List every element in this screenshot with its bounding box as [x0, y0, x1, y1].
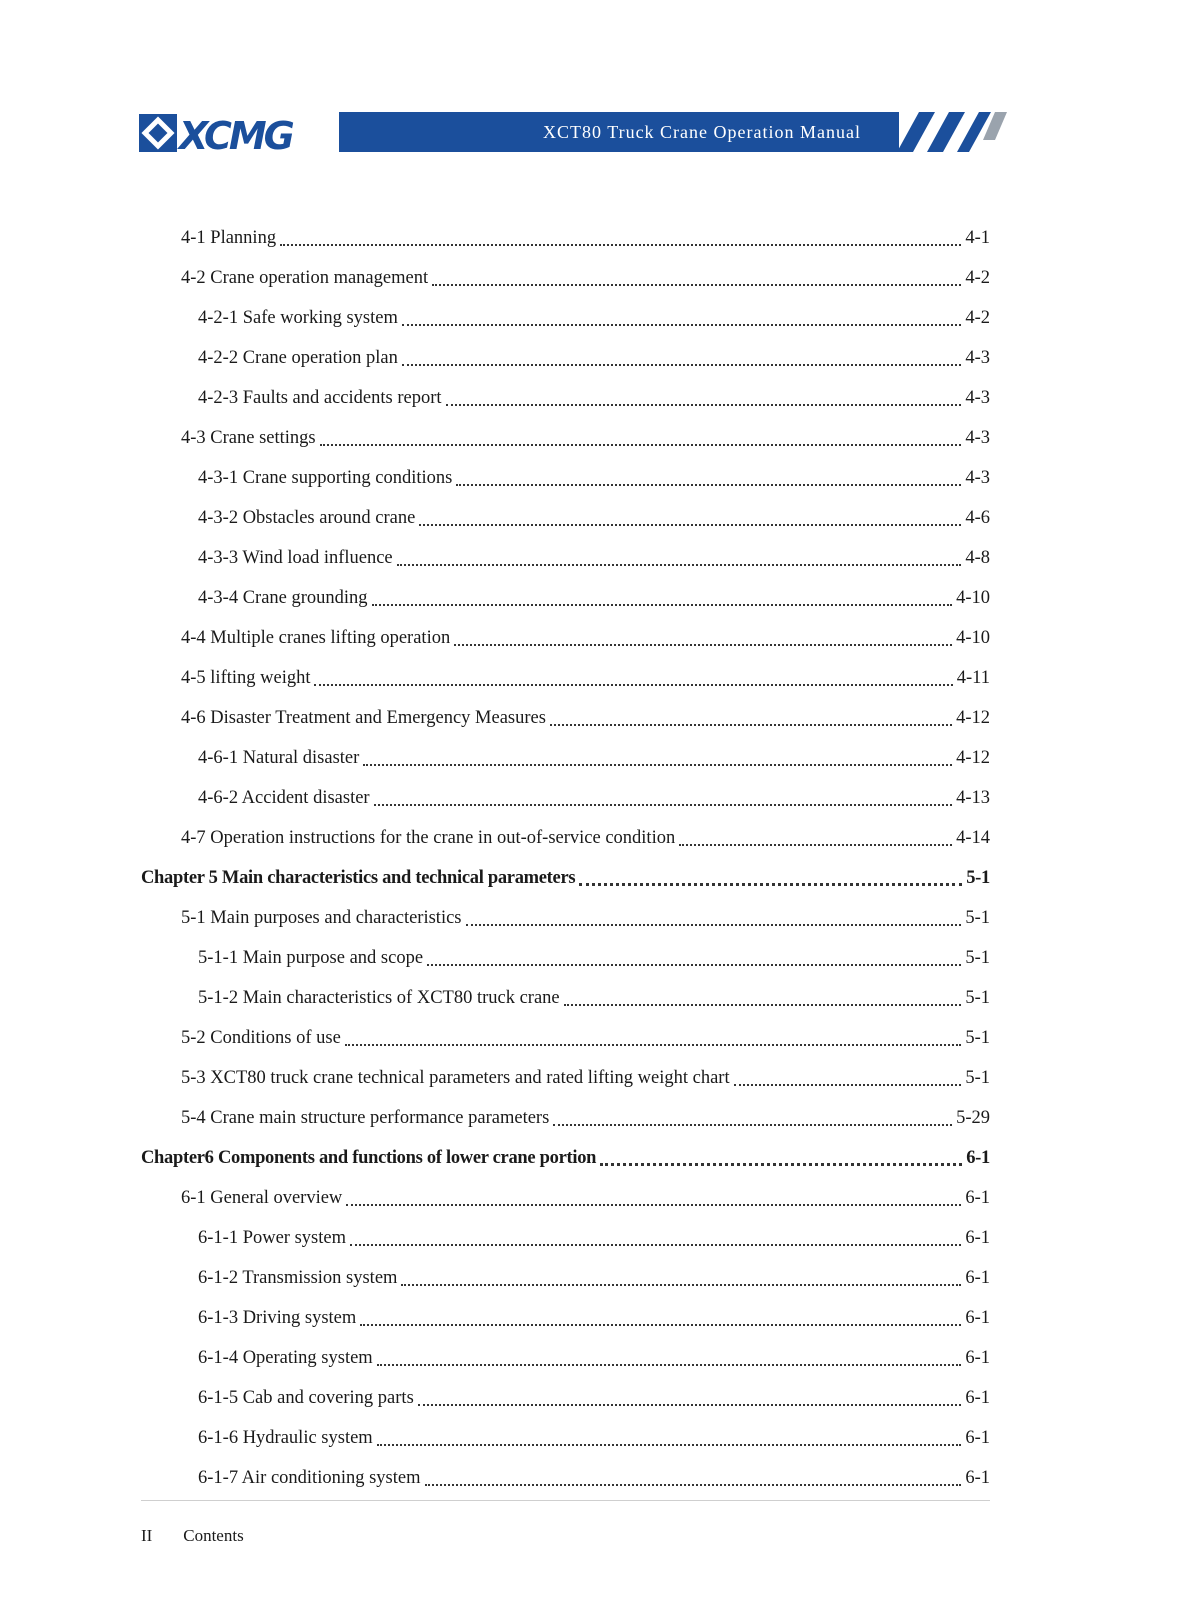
toc-entry-page: 5-29	[956, 1107, 990, 1128]
toc-entry-page: 6-1	[965, 1387, 990, 1408]
toc-dot-leader	[314, 683, 952, 686]
toc-entry-page: 4-8	[965, 547, 990, 568]
toc-entry[interactable]	[141, 538, 990, 578]
toc-entry-page: 6-1	[965, 1227, 990, 1248]
toc-dot-leader	[456, 483, 961, 486]
toc-entry-title: 5-2 Conditions of use	[181, 1027, 341, 1048]
toc-chapter-entry[interactable]	[141, 858, 990, 898]
toc-entry-title: 4-3-4 Crane grounding	[198, 587, 368, 608]
toc-dot-leader	[402, 363, 961, 366]
toc-entry-page: 6-1	[965, 1187, 990, 1208]
toc-entry-page: 6-1	[965, 1427, 990, 1448]
toc-entry-title: 6-1-2 Transmission system	[198, 1267, 398, 1288]
toc-entry[interactable]	[141, 298, 990, 338]
toc-entry-title: 4-6-2 Accident disaster	[198, 787, 370, 808]
toc-dot-leader	[553, 1123, 952, 1126]
toc-entry-page: 4-1	[965, 227, 990, 248]
toc-entry[interactable]	[141, 1258, 990, 1298]
toc-entry-page: 6-1	[965, 1467, 990, 1488]
toc-entry-title: 4-1 Planning	[181, 227, 277, 248]
toc-entry-title: Chapter 5 Main characteristics and technical parameters	[141, 867, 576, 888]
toc-entry-title: 4-4 Multiple cranes lifting operation	[181, 627, 451, 648]
toc-entry-page: 4-12	[956, 747, 990, 768]
toc-entry[interactable]	[141, 418, 990, 458]
toc-entry[interactable]	[141, 1058, 990, 1098]
toc-entry-title: 4-2-1 Safe working system	[198, 307, 398, 328]
toc-entry-page: 5-1	[965, 907, 990, 928]
toc-entry-title: 6-1-4 Operating system	[198, 1347, 373, 1368]
toc-dot-leader	[346, 1203, 961, 1206]
toc-entry[interactable]	[141, 458, 990, 498]
toc-entry[interactable]	[141, 498, 990, 538]
toc-dot-leader	[402, 323, 961, 326]
toc-entry[interactable]	[141, 618, 990, 658]
page-footer	[141, 1526, 244, 1546]
page-number: II	[141, 1526, 153, 1545]
toc-entry[interactable]	[141, 658, 990, 698]
toc-entry-title: 4-3 Crane settings	[181, 427, 316, 448]
header-banner	[339, 112, 899, 152]
toc-dot-leader	[679, 843, 952, 846]
toc-entry[interactable]	[141, 818, 990, 858]
toc-entry-page: 4-6	[965, 507, 990, 528]
toc-dot-leader	[466, 923, 962, 926]
toc-entry[interactable]	[141, 338, 990, 378]
toc-dot-leader	[280, 243, 961, 246]
toc-entry-title: 5-4 Crane main structure performance parameters	[181, 1107, 550, 1128]
toc-entry[interactable]	[141, 1098, 990, 1138]
page-header	[139, 112, 1009, 154]
toc-entry[interactable]	[141, 738, 990, 778]
toc-entry-page: 4-2	[965, 267, 990, 288]
toc-dot-leader	[363, 763, 952, 766]
toc-entry-page: 4-10	[956, 627, 990, 648]
footer-section: Contents	[183, 1526, 244, 1545]
xcmg-logo	[139, 112, 325, 154]
toc-dot-leader	[401, 1283, 961, 1286]
toc-entry-title: 4-2 Crane operation management	[181, 267, 429, 288]
toc-entry-title: 5-1-2 Main characteristics of XCT80 truck crane	[198, 987, 560, 1008]
toc-entry-page: 4-3	[965, 347, 990, 368]
toc-entry-page: 4-13	[956, 787, 990, 808]
toc-dot-leader	[564, 1003, 962, 1006]
toc-entry-page: 5-1	[965, 1027, 990, 1048]
toc-entry-title: 6-1 General overview	[181, 1187, 343, 1208]
toc-entry-title: 6-1-5 Cab and covering parts	[198, 1387, 414, 1408]
toc-entry[interactable]	[141, 1298, 990, 1338]
toc-dot-leader	[374, 803, 952, 806]
toc-entry-title: 4-2-3 Faults and accidents report	[198, 387, 442, 408]
toc-entry-page: 6-1	[966, 1147, 990, 1168]
toc-entry[interactable]	[141, 578, 990, 618]
logo-wordmark: XCMG	[179, 114, 292, 154]
toc-dot-leader	[350, 1243, 961, 1246]
toc-entry-title: 4-6-1 Natural disaster	[198, 747, 360, 768]
toc-entry-page: 5-1	[965, 947, 990, 968]
toc-entry-page: 5-1	[966, 867, 990, 888]
toc-dot-leader	[360, 1323, 961, 1326]
toc-entry-title: 5-1-1 Main purpose and scope	[198, 947, 424, 968]
header-stripes-decoration	[879, 112, 1009, 154]
toc-entry-title: 4-3-2 Obstacles around crane	[198, 507, 416, 528]
toc-chapter-entry[interactable]	[141, 1138, 990, 1178]
footer-divider	[141, 1500, 990, 1501]
toc-entry[interactable]	[141, 698, 990, 738]
toc-entry-page: 4-3	[965, 467, 990, 488]
toc-entry-page: 4-2	[965, 307, 990, 328]
toc-entry-page: 6-1	[965, 1267, 990, 1288]
toc-dot-leader	[320, 443, 962, 446]
toc-entry-title: 5-3 XCT80 truck crane technical parameters and rated lifting weight chart	[181, 1067, 730, 1088]
toc-entry[interactable]	[141, 1378, 990, 1418]
toc-entry-page: 4-14	[956, 827, 990, 848]
toc-entry[interactable]	[141, 378, 990, 418]
toc-dot-leader	[550, 723, 952, 726]
toc-dot-leader	[377, 1443, 962, 1446]
toc-dot-leader	[600, 1162, 962, 1166]
toc-entry-page: 4-12	[956, 707, 990, 728]
toc-entry-page: 6-1	[965, 1347, 990, 1368]
toc-dot-leader	[454, 643, 952, 646]
toc-dot-leader	[419, 523, 961, 526]
toc-entry[interactable]	[141, 1418, 990, 1458]
toc-dot-leader	[425, 1483, 962, 1486]
toc-entry[interactable]	[141, 1018, 990, 1058]
toc-entry-title: 4-2-2 Crane operation plan	[198, 347, 398, 368]
toc-entry-title: Chapter6 Components and functions of lower crane portion	[141, 1147, 597, 1168]
toc-entry[interactable]	[141, 218, 990, 258]
toc-entry-title: 6-1-6 Hydraulic system	[198, 1427, 373, 1448]
toc-entry-title: 6-1-1 Power system	[198, 1227, 346, 1248]
toc-dot-leader	[377, 1363, 962, 1366]
toc-entry[interactable]	[141, 1218, 990, 1258]
toc-entry-page: 4-3	[965, 387, 990, 408]
toc-entry-page: 4-10	[956, 587, 990, 608]
toc-dot-leader	[345, 1043, 962, 1046]
toc-entry[interactable]	[141, 258, 990, 298]
toc-entry[interactable]	[141, 778, 990, 818]
toc-entry-page: 4-3	[965, 427, 990, 448]
toc-entry-title: 6-1-3 Driving system	[198, 1307, 357, 1328]
manual-title: XCT80 Truck Crane Operation Manual	[543, 122, 861, 142]
toc-entry-title: 4-3-3 Wind load influence	[198, 547, 393, 568]
toc-entry-title: 4-5 lifting weight	[181, 667, 311, 688]
toc-entry-page: 6-1	[965, 1307, 990, 1328]
toc-entry[interactable]	[141, 1178, 990, 1218]
toc-dot-leader	[446, 403, 962, 406]
toc-entry[interactable]	[141, 938, 990, 978]
toc-entry-page: 4-11	[956, 667, 990, 688]
toc-entry-title: 6-1-7 Air conditioning system	[198, 1467, 421, 1488]
toc-dot-leader	[372, 603, 953, 606]
toc-dot-leader	[432, 283, 961, 286]
toc-entry-title: 4-7 Operation instructions for the crane in out-of-service condition	[181, 827, 676, 848]
toc-dot-leader	[734, 1083, 962, 1086]
toc-entry-page: 5-1	[965, 1067, 990, 1088]
toc-entry-title: 4-3-1 Crane supporting conditions	[198, 467, 453, 488]
toc-entry-page: 5-1	[965, 987, 990, 1008]
toc-entry-title: 5-1 Main purposes and characteristics	[181, 907, 462, 928]
toc-dot-leader	[397, 563, 962, 566]
toc-entry[interactable]	[141, 898, 990, 938]
toc-entry[interactable]	[141, 978, 990, 1018]
toc-dot-leader	[579, 882, 962, 886]
toc-entry[interactable]	[141, 1338, 990, 1378]
toc-entry-title: 4-6 Disaster Treatment and Emergency Measures	[181, 707, 546, 728]
toc-dot-leader	[418, 1403, 962, 1406]
table-of-contents	[141, 218, 990, 1498]
toc-entry[interactable]	[141, 1458, 990, 1498]
toc-dot-leader	[427, 963, 961, 966]
